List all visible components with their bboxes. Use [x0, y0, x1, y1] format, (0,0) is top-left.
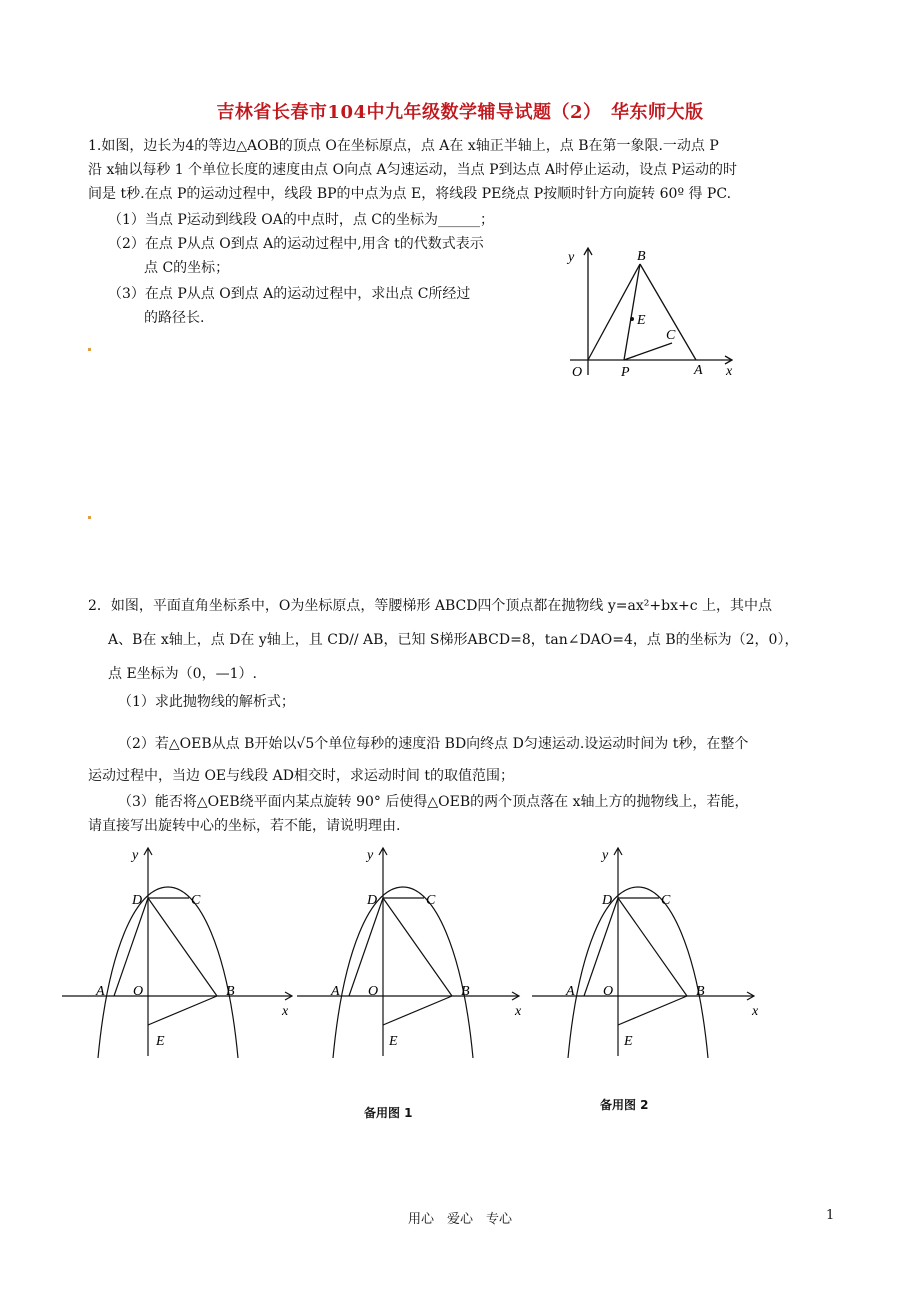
q1-line2: 沿 x轴以每秒 1 个单位长度的速度由点 O向点 A匀速运动，当点 P到达点 A时停止运动，设点 P运动的时	[88, 162, 737, 178]
fig1-label-O: O	[572, 365, 583, 380]
fig-label-O: O	[603, 984, 614, 999]
fig1-label-C: C	[666, 328, 676, 343]
fig-label-B: B	[461, 984, 470, 999]
caption-backup-2: 备用图 2	[600, 1098, 649, 1112]
q2-figure-main	[60, 842, 300, 1102]
fig-label-C: C	[191, 893, 201, 908]
fig1-label-y: y	[568, 250, 575, 265]
q2-line3: 点 E坐标为（0，—1）.	[108, 666, 257, 682]
fig1-label-B: B	[637, 249, 646, 264]
caption-backup-1: 备用图 1	[364, 1106, 413, 1120]
fig-label-B: B	[696, 984, 705, 999]
fig-label-B: B	[226, 984, 235, 999]
fig-label-y: y	[367, 848, 374, 863]
q2-sub2b: 运动过程中，当边 OE与线段 AD相交时，求运动时间 t的取值范围；	[88, 768, 515, 784]
q2-sub1: （1）求此抛物线的解析式；	[118, 694, 295, 710]
q2-line1: 2．如图，平面直角坐标系中，O为坐标原点，等腰梯形 ABCD四个顶点都在抛物线 y=ax²+bx+c 上，其中点	[88, 598, 772, 614]
q2-figure-backup-2	[530, 842, 770, 1102]
fig-label-E: E	[624, 1034, 633, 1049]
q1-line1: 1.如图，边长为4的等边△AOB的顶点 O在坐标原点，点 A在 x轴正半轴上，点 B在第一象限.一动点 P	[88, 138, 719, 154]
fig-label-x: x	[515, 1004, 522, 1019]
fig-label-O: O	[368, 984, 379, 999]
fig1-label-E: E	[637, 313, 646, 328]
fig1-label-P: P	[621, 365, 630, 380]
fig-label-D: D	[132, 893, 143, 908]
fig-label-y: y	[602, 848, 609, 863]
q2-sub2a: （2）若△OEB从点 B开始以√5个单位每秒的速度沿 BD向终点 D匀速运动.设运动时间为 t秒，在整个	[118, 736, 749, 752]
fig-label-D: D	[367, 893, 378, 908]
fig-label-C: C	[426, 893, 436, 908]
page-title: 吉林省长春市104中九年级数学辅导试题（2） 华东师大版	[216, 102, 704, 123]
q1-figure	[560, 240, 750, 385]
q2-figure-backup-1	[295, 842, 535, 1102]
fig-label-x: x	[752, 1004, 759, 1019]
fig-label-O: O	[133, 984, 144, 999]
q1-sub2a: （2）在点 P从点 O到点 A的运动过程中,用含 t的代数式表示	[108, 236, 484, 252]
fig-label-x: x	[282, 1004, 289, 1019]
fig-label-y: y	[132, 848, 139, 863]
fig-label-D: D	[602, 893, 613, 908]
mark-dot	[88, 348, 91, 351]
q1-sub1: （1）当点 P运动到线段 OA的中点时，点 C的坐标为______；	[108, 212, 494, 228]
fig1-label-x: x	[726, 364, 733, 379]
q1-line3: 间是 t秒.在点 P的运动过程中，线段 BP的中点为点 E，将线段 PE绕点 P按顺时针方向旋转 60º 得 PC.	[88, 186, 732, 202]
mark-dot	[88, 516, 91, 519]
q2-line2: A、B在 x轴上，点 D在 y轴上，且 CD// AB，已知 S梯形ABCD=8，tan∠DAO=4，点 B的坐标为（2，0），	[108, 632, 799, 648]
fig1-label-A: A	[694, 363, 703, 378]
fig-label-E: E	[389, 1034, 398, 1049]
fig-label-A: A	[566, 984, 575, 999]
fig-label-E: E	[156, 1034, 165, 1049]
page-number: 1	[826, 1208, 835, 1223]
footer-motto: 用心 爱心 专心	[407, 1212, 512, 1227]
fig-label-C: C	[661, 893, 671, 908]
q1-sub3a: （3）在点 P从点 O到点 A的运动过程中，求出点 C所经过	[108, 286, 471, 302]
fig-label-A: A	[331, 984, 340, 999]
q1-sub3b: 的路径长.	[144, 310, 205, 326]
q1-sub2b: 点 C的坐标；	[144, 260, 230, 276]
fig-label-A: A	[96, 984, 105, 999]
q2-sub3b: 请直接写出旋转中心的坐标，若不能，请说明理由.	[88, 818, 401, 834]
q2-sub3a: （3）能否将△OEB绕平面内某点旋转 90° 后使得△OEB的两个顶点落在 x轴上方的抛物线上，若能，	[118, 794, 749, 810]
